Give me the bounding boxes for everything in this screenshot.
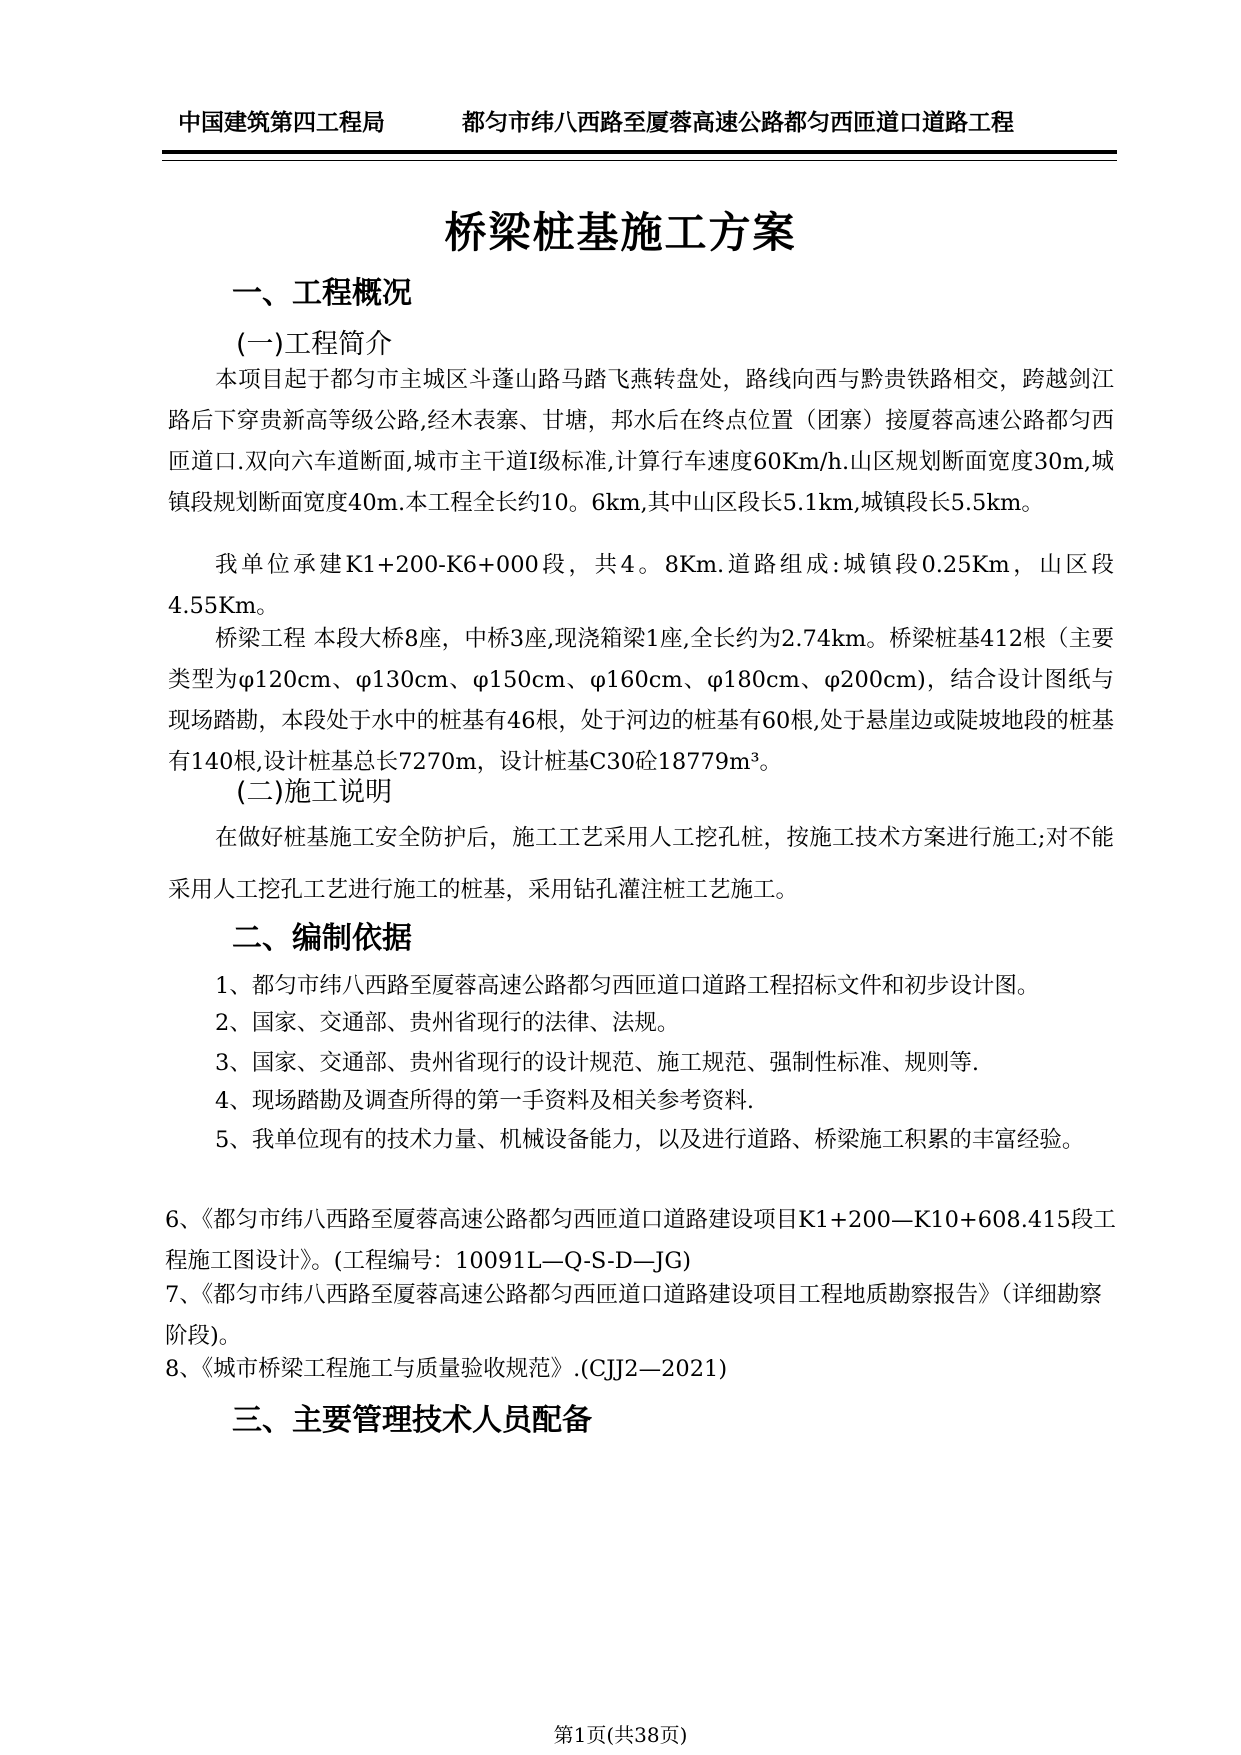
page-number-footer: 第1页(共38页) [553,1723,688,1747]
section-1-heading: 一、工程概况 [232,276,412,311]
section-3-heading: 三、主要管理技术人员配备 [232,1403,592,1438]
basis-item: 2、国家、交通部、贵州省现行的法律、法规。 [215,1010,680,1036]
header-rule-thick [162,150,1117,154]
document-title: 桥梁桩基施工方案 [444,208,797,257]
basis-item: 5、我单位现有的技术力量、机械设备能力，以及进行道路、桥梁施工积累的丰富经验。 [215,1127,1085,1153]
header-organization: 中国建筑第四工程局 [178,110,385,136]
paragraph-construction-notes: 在做好桩基施工安全防护后，施工工艺采用人工挖孔桩，按施工技术方案进行施工;对不能采用人工挖孔工艺进行施工的桩基，采用钻孔灌注桩工艺施工。 [168,825,1114,903]
paragraph-bridge-works: 桥梁工程 本段大桥8座，中桥3座,现浇箱梁1座,全长约为2.74km。桥梁桩基412根（主要类型为φ120cm、φ130cm、φ150cm、φ160cm、φ180cm、φ200cm)，结合设计图纸与现场踏勘，本段处于水中的桩基有46根，处于河边的桩基有60根,处于悬崖边或陡坡地段的桩基有140根,设计桩基总长7270m，设计桩基C30砼18779m³。 [168,626,1114,775]
subsection-1-1-heading: (一)工程简介 [236,329,393,360]
basis-item: 1、都匀市纬八西路至厦蓉高速公路都匀西匝道口道路工程招标文件和初步设计图。 [215,973,1040,999]
paragraph-project-overview: 本项目起于都匀市主城区斗蓬山路马踏飞燕转盘处，路线向西与黔贵铁路相交，跨越剑江路后下穿贵新高等级公路,经木表寨、甘塘，邦水后在终点位置（团寨）接厦蓉高速公路都匀西匝道口.双向六车道断面,城市主干道Ⅰ级标准,计算行车速度60Km/h.山区规划断面宽度30m,城镇段规划断面宽度40m.本工程全长约10。6km,其中山区段长5.1km,城镇段长5.5km。 [168,367,1114,516]
subsection-1-2-heading: (二)施工说明 [236,777,393,808]
basis-reference: 7、《都匀市纬八西路至厦蓉高速公路都匀西匝道口道路建设项目工程地质勘察报告》（详细勘察阶段)。 [165,1282,1102,1349]
basis-reference: 6、《都匀市纬八西路至厦蓉高速公路都匀西匝道口道路建设项目K1+200—K10+608.415段工程施工图设计》。(工程编号：10091L—Q-S-D—JG) [165,1207,1116,1274]
page-header [162,98,1087,138]
header-project-name: 都匀市纬八西路至厦蓉高速公路都匀西匝道口道路工程 [462,110,1014,136]
paragraph-contract-section: 我单位承建K1+200-K6+000段，共4。8Km.道路组成:城镇段0.25Km，山区段4.55Km。 [168,552,1114,619]
basis-reference: 8、《城市桥梁工程施工与质量验收规范》.(CJJ2—2021) [165,1356,728,1382]
basis-item: 4、现场踏勘及调查所得的第一手资料及相关参考资料. [215,1088,754,1114]
header-rule-thin [162,160,1117,161]
section-2-heading: 二、编制依据 [232,921,412,956]
basis-item: 3、国家、交通部、贵州省现行的设计规范、施工规范、强制性标准、规则等. [215,1050,979,1076]
